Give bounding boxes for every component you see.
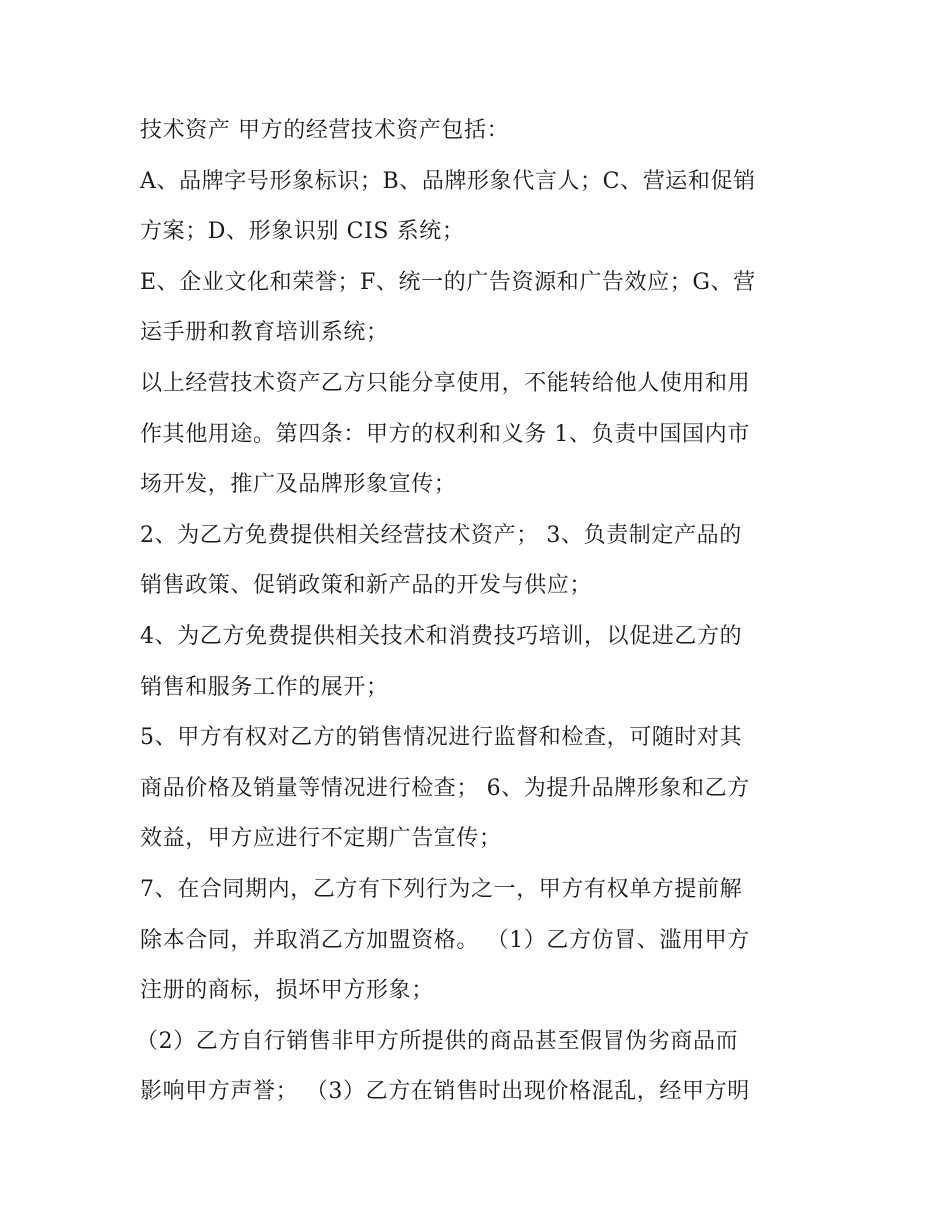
text-line: 2、为乙方免费提供相关经营技术资产； 3、负责制定产品的	[140, 522, 742, 548]
text-line: 影响甲方声誉； （3）乙方在销售时出现价格混乱，经甲方明	[140, 1079, 750, 1105]
text-line: 以上经营技术资产乙方只能分享使用，不能转给他人使用和用	[140, 370, 751, 396]
text-line: 4、为乙方免费提供相关技术和消费技巧培训，以促进乙方的	[140, 623, 743, 649]
text-line: 运手册和教育培训系统；	[140, 320, 389, 346]
text-line: 注册的商标，损坏甲方形象；	[140, 978, 434, 1004]
text-line: 商品价格及销量等情况进行检查； 6、为提升品牌形象和乙方	[140, 775, 750, 801]
text-line: 7、在合同期内，乙方有下列行为之一，甲方有权单方提前解	[140, 876, 743, 902]
text-line: 作其他用途。第四条：甲方的权利和义务 1、负责中国国内市	[140, 421, 750, 447]
text-line: A、品牌字号形象标识；B、品牌形象代言人；C、营运和促销	[140, 168, 756, 194]
document-body	[136, 106, 820, 1118]
text-line: 除本合同，并取消乙方加盟资格。 （1）乙方仿冒、滥用甲方	[140, 927, 750, 953]
text-line: 技术资产 甲方的经营技术资产包括：	[140, 118, 510, 143]
text-line: 销售政策、促销政策和新产品的开发与供应；	[140, 573, 593, 599]
text-line: 销售和服务工作的展开；	[140, 674, 389, 700]
text-line: E、企业文化和荣誉；F、统一的广告资源和广告效应；G、营	[140, 269, 756, 295]
text-line: 效益，甲方应进行不定期广告宣传；	[140, 826, 502, 852]
text-line: 5、甲方有权对乙方的销售情况进行监督和检查，可随时对其	[140, 725, 743, 751]
text-line: 方案；D、形象识别 CIS 系统；	[140, 219, 465, 245]
text-line: 场开发，推广及品牌形象宣传；	[140, 472, 457, 498]
text-line: （2）乙方自行销售非甲方所提供的商品甚至假冒伪劣商品而	[136, 1028, 739, 1054]
